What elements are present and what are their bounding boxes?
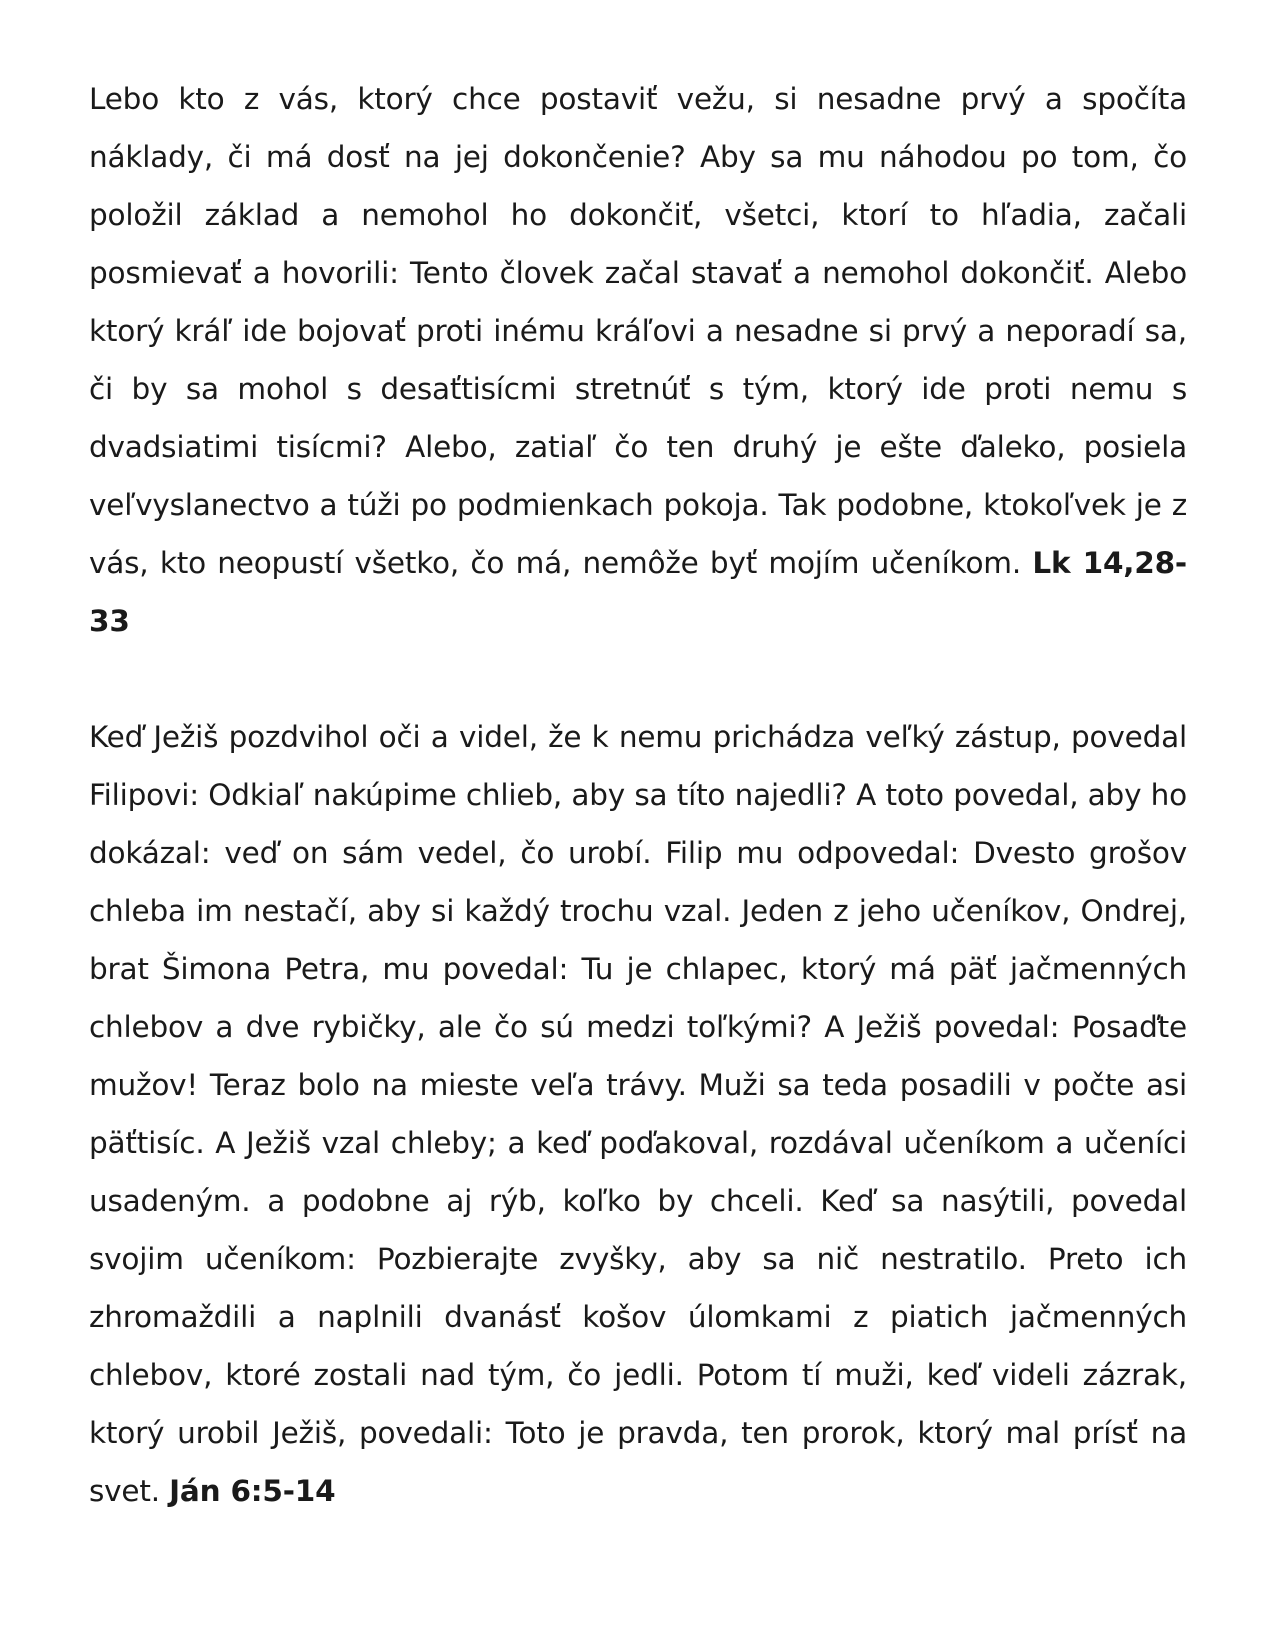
scripture-reference: Ján 6:5-14 bbox=[169, 1474, 336, 1508]
document-page bbox=[89, 70, 1187, 1520]
scripture-reference: Lk 14,28-33 bbox=[89, 546, 1187, 638]
passage-text: Keď Ježiš pozdvihol oči a videl, že k nemu prichádza veľký zástup, povedal Filipovi: Odkiaľ nakúpime chlieb, aby sa títo najedli? A toto povedal, aby ho dokázal: veď on sám vedel, čo urobí. Filip mu odpovedal: Dvesto grošov chleba im nestačí, aby si každý trochu vzal. Jeden z jeho učeníkov, Ondrej, brat Šimona Petra, mu povedal: Tu je chlapec, ktorý má päť jačmenných chlebov a dve rybičky, ale čo sú medzi toľkými? A Ježiš povedal: Posaďte mužov! Teraz bolo na mieste veľa trávy. Muži sa teda posadili v počte asi päťtisíc. A Ježiš vzal chleby; a keď poďakoval, rozdával učeníkom a učeníci usadeným. a podobne aj rýb, koľko by chceli. Keď sa nasýtili, povedal svojim učeníkom: Pozbierajte zvyšky, aby sa nič nestratilo. Preto ich zhromaždili a naplnili dvanásť košov úlomkami z piatich jačmenných chlebov, ktoré zostali nad tým, čo jedli. Potom tí muži, keď videli zázrak, ktorý urobil Ježiš, povedali: Toto je pravda, ten prorok, ktorý mal prísť na svet. bbox=[89, 720, 1187, 1508]
passage-luke bbox=[89, 70, 1187, 650]
passage-john bbox=[89, 708, 1187, 1520]
passage-text: Lebo kto z vás, ktorý chce postaviť vežu, si nesadne prvý a spočíta náklady, či má dosť na jej dokončenie? Aby sa mu náhodou po tom, čo položil základ a nemohol ho dokončiť, všetci, ktorí to hľadia, začali posmievať a hovorili: Tento človek začal stavať a nemohol dokončiť. Alebo ktorý kráľ ide bojovať proti inému kráľovi a nesadne si prvý a neporadí sa, či by sa mohol s desaťtisícmi stretnúť s tým, ktorý ide proti nemu s dvadsiatimi tisícmi? Alebo, zatiaľ čo ten druhý je ešte ďaleko, posiela veľvyslanectvo a túži po podmienkach pokoja. Tak podobne, ktokoľvek je z vás, kto neopustí všetko, čo má, nemôže byť mojím učeníkom. bbox=[89, 82, 1187, 580]
